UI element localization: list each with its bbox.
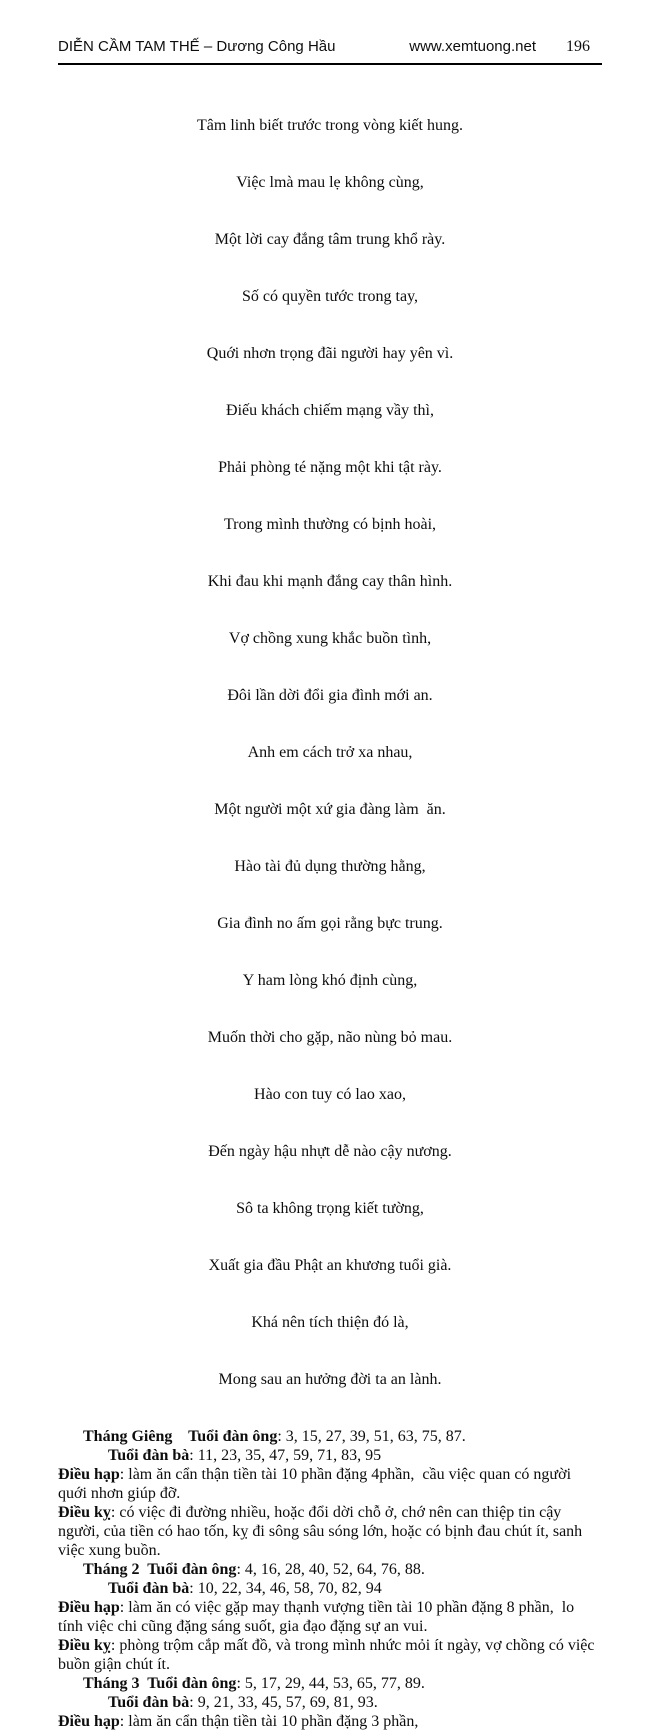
poem-line: Y ham lòng khó định cùng, — [242, 972, 418, 989]
poem-line: Mong sau an hưởng đời ta an lành. — [218, 1371, 442, 1388]
poem-line: Đến ngày hậu nhựt dễ nào cậy nương. — [208, 1143, 452, 1160]
header-divider — [58, 63, 602, 65]
poem-line: Vợ chồng xung khắc buồn tình, — [228, 630, 432, 647]
women-ages-values: : 10, 22, 34, 46, 58, 70, 82, 94 — [189, 1580, 382, 1597]
page-number: 196 — [566, 38, 590, 55]
poem-block — [58, 78, 602, 1427]
men-ages-values: : 5, 17, 29, 44, 53, 65, 77, 89. — [236, 1675, 425, 1692]
header-right — [409, 38, 602, 56]
dieu-hap-label: Điều hạp — [58, 1466, 120, 1483]
month-ages-line — [58, 1427, 602, 1446]
women-ages-label: Tuổi đàn bà — [108, 1580, 190, 1597]
poem-line: Sô ta không trọng kiết tường, — [236, 1200, 424, 1217]
month-name: Tháng 3 — [83, 1675, 148, 1692]
women-ages-line — [58, 1579, 602, 1598]
women-ages-values: : 11, 23, 35, 47, 59, 71, 83, 95 — [189, 1447, 382, 1464]
month-ages-line — [58, 1560, 602, 1579]
month-sections — [58, 1427, 602, 1731]
poem-line: Gia đình no ấm gọi rằng bực trung. — [217, 915, 443, 932]
poem-line: Khá nên tích thiện đó là, — [251, 1314, 409, 1331]
dieu-hap-text: : làm ăn cẩn thận tiền tài 10 phần đặng 4phần, cầu việc quan có người quới nhơn giúp đỡ. — [58, 1466, 576, 1502]
poem-line: Việc lmà mau lẹ không cùng, — [236, 174, 424, 191]
month-ages-line — [58, 1674, 602, 1693]
women-ages-label: Tuổi đàn bà — [108, 1694, 190, 1711]
women-ages-values: : 9, 21, 33, 45, 57, 69, 81, 93. — [189, 1694, 378, 1711]
men-ages-label: Tuổi đàn ông — [147, 1561, 237, 1578]
dieu-ky-paragraph — [58, 1636, 602, 1674]
poem-line: Số có quyền tước trong tay, — [241, 288, 419, 305]
poem-line: Muốn thời cho gặp, não nùng bỏ mau. — [207, 1029, 453, 1046]
poem-line: Xuất gia đầu Phật an khương tuổi già. — [208, 1257, 452, 1274]
poem-line: Hào tài đủ dụng thường hằng, — [234, 858, 426, 875]
dieu-hap-paragraph — [58, 1465, 602, 1503]
dieu-ky-label: Điều kỵ — [58, 1637, 111, 1654]
poem-line: Trong mình thường có bịnh hoài, — [223, 516, 437, 533]
men-ages-label: Tuổi đàn ông — [147, 1675, 237, 1692]
dieu-ky-paragraph — [58, 1503, 602, 1560]
dieu-hap-text: : làm ăn có việc gặp may thạnh vượng tiền tài 10 phần đặng 8 phần, lo tính việc chi cũng đặng sáng suốt, gia đạo đặng sự an vui. — [58, 1599, 579, 1635]
poem-line: Điếu khách chiếm mạng vầy thì, — [226, 402, 434, 419]
men-ages-values: : 4, 16, 28, 40, 52, 64, 76, 88. — [236, 1561, 425, 1578]
poem-line: Một người một xứ gia đàng làm ăn. — [214, 801, 446, 818]
poem-line: Tâm linh biết trước trong vòng kiết hung. — [197, 117, 463, 134]
women-ages-line — [58, 1693, 602, 1712]
dieu-ky-text: : phòng trộm cắp mất đồ, và trong mình nhức mỏi ít ngày, vợ chồng có việc buồn giận chút ít. — [58, 1637, 599, 1673]
month-name: Tháng Giêng — [83, 1428, 189, 1445]
book-title: DIỄN CẦM TAM THẾ – Dương Công Hầu — [58, 38, 336, 55]
poem-line: Anh em cách trở xa nhau, — [247, 744, 413, 761]
website-url: www.xemtuong.net — [409, 38, 536, 55]
women-ages-line — [58, 1446, 602, 1465]
poem-line: Một lời cay đắng tâm trung khổ rày. — [214, 231, 446, 248]
dieu-hap-paragraph — [58, 1598, 602, 1636]
dieu-ky-text: : có việc đi đường nhiều, hoặc đổi dời chỗ ở, chớ nên can thiệp tin cậy người, của tiền có hao tốn, kỵ đi sông sâu sóng lớn, hoặc có bịnh đau chút ít, sanh việc xung buồn. — [58, 1504, 587, 1559]
dieu-hap-label: Điều hạp — [58, 1713, 120, 1730]
dieu-ky-label: Điều kỵ — [58, 1504, 111, 1521]
men-ages-values: : 3, 15, 27, 39, 51, 63, 75, 87. — [277, 1428, 466, 1445]
dieu-hap-paragraph — [58, 1712, 602, 1731]
poem-line: Quới nhơn trọng đãi người hay yên vì. — [206, 345, 454, 362]
poem-line: Phải phòng té nặng một khi tật rày. — [218, 459, 442, 476]
poem-line: Đôi lần dời đổi gia đình mới an. — [227, 687, 433, 704]
dieu-hap-text: : làm ăn cẩn thận tiền tài 10 phần đặng 3 phần, — [119, 1713, 419, 1730]
month-name: Tháng 2 — [83, 1561, 148, 1578]
women-ages-label: Tuổi đàn bà — [108, 1447, 190, 1464]
page-header — [58, 38, 602, 56]
men-ages-label: Tuổi đàn ông — [188, 1428, 278, 1445]
poem-line: Khi đau khi mạnh đắng cay thân hình. — [207, 573, 453, 590]
dieu-hap-label: Điều hạp — [58, 1599, 120, 1616]
poem-line: Hào con tuy có lao xao, — [254, 1086, 406, 1103]
